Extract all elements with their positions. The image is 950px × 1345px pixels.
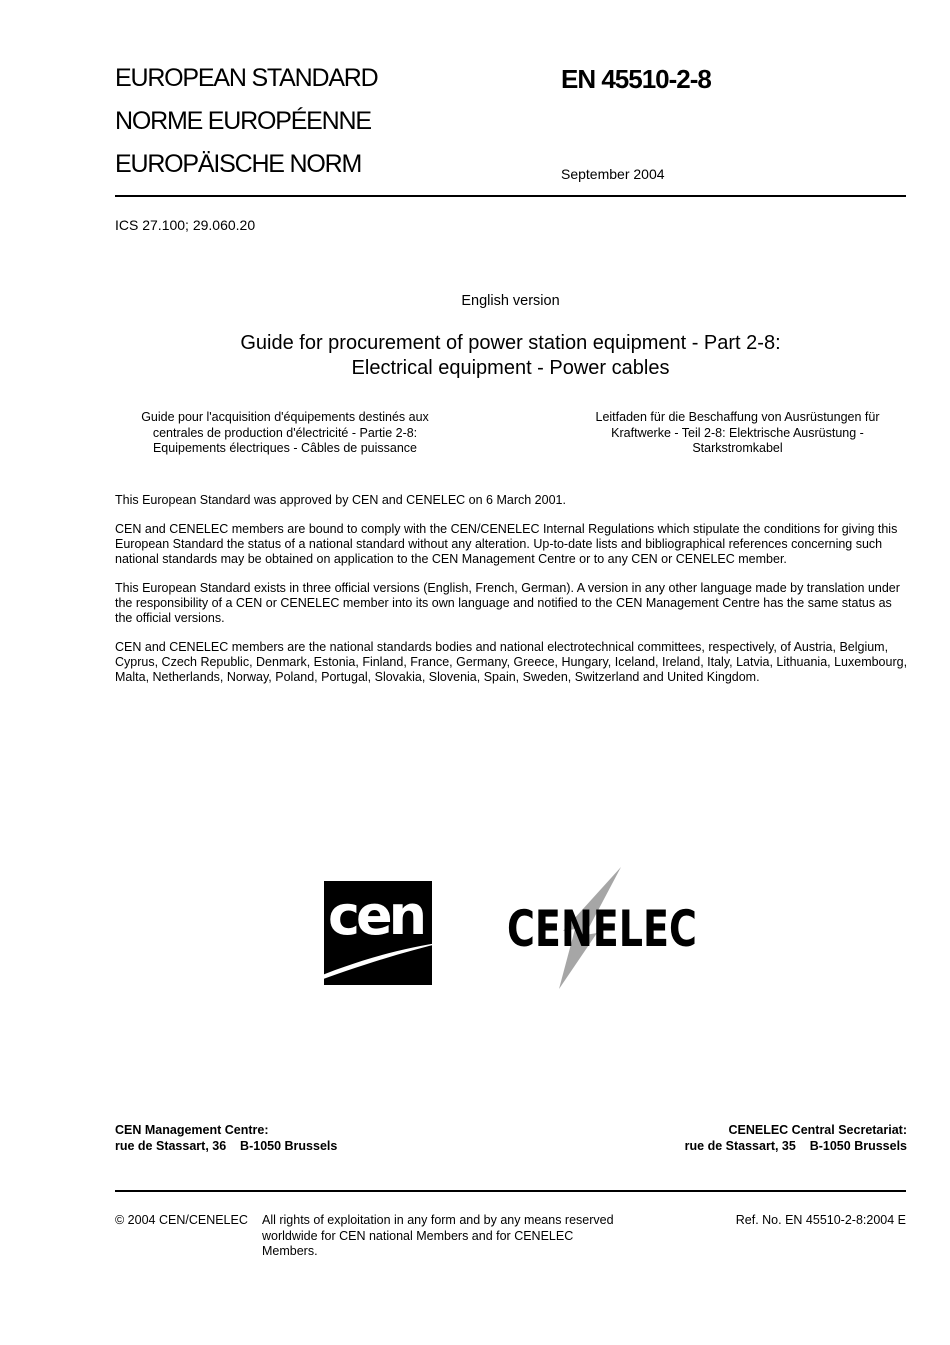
cenelec-address-block bbox=[685, 1123, 907, 1154]
cen-address-block bbox=[115, 1123, 337, 1154]
french-title-line: Guide pour l'acquisition d'équipements destinés aux bbox=[141, 410, 429, 424]
standard-name-en: EUROPEAN STANDARD bbox=[115, 64, 378, 92]
german-title-line: Starkstromkabel bbox=[692, 441, 783, 455]
french-title-line: centrales de production d'électricité - Partie 2-8: bbox=[152, 425, 418, 440]
header-divider bbox=[115, 195, 906, 197]
standard-name-fr: NORME EUROPÉENNE bbox=[115, 107, 371, 135]
rights-statement bbox=[262, 1213, 642, 1260]
cenelec-secretariat-title: CENELEC Central Secretariat: bbox=[728, 1123, 907, 1137]
title-line: Electrical equipment - Power cables bbox=[351, 357, 670, 379]
approval-paragraph: This European Standard was approved by CEN and CENELEC on 6 March 2001. bbox=[115, 493, 566, 507]
reference-number: Ref. No. EN 45510-2-8:2004 E bbox=[735, 1213, 906, 1227]
cenelec-secretariat-address: rue de Stassart, 35 B-1050 Brussels bbox=[684, 1138, 907, 1153]
rights-line: worldwide for CEN national Members and for CENELEC bbox=[262, 1228, 574, 1243]
rights-line: Members. bbox=[262, 1244, 318, 1258]
version-label: English version bbox=[461, 293, 560, 309]
compliance-paragraph: CEN and CENELEC members are bound to comply with the CEN/CENELEC Internal Regulations which stipulate the conditions for giving this European Standard the status of a national standard without any alteration. Up-to-date lists and bibliographical references concerning such national standards may be obtained on application to the CEN Management Centre or to any CEN or CENELEC member. bbox=[115, 522, 898, 566]
cenelec-logo-text: CENELEC bbox=[507, 900, 697, 958]
standard-name-de: EUROPÄISCHE NORM bbox=[115, 150, 362, 178]
german-title-line: Kraftwerke - Teil 2-8: Elektrische Ausrüstung - bbox=[611, 425, 864, 440]
german-title-line: Leitfaden für die Beschaffung von Ausrüstungen für bbox=[595, 410, 880, 424]
cenelec-logo bbox=[505, 865, 700, 990]
copyright: © 2004 CEN/CENELEC bbox=[115, 1213, 248, 1227]
versions-paragraph: This European Standard exists in three official versions (English, French, German). A version in any other language made by translation under the responsibility of a CEN or CENELEC member into its own language and notified to the CEN Management Centre has the same status as the official versions. bbox=[115, 581, 900, 625]
rights-line: All rights of exploitation in any form and by any means reserved bbox=[262, 1213, 614, 1227]
document-title bbox=[115, 331, 906, 381]
french-title bbox=[115, 410, 455, 457]
german-title bbox=[570, 410, 905, 457]
publication-date: September 2004 bbox=[561, 166, 665, 182]
cen-centre-address: rue de Stassart, 36 B-1050 Brussels bbox=[115, 1138, 338, 1153]
footer-divider bbox=[115, 1190, 906, 1192]
french-title-line: Equipements électriques - Câbles de puissance bbox=[152, 441, 418, 455]
ics-code: ICS 27.100; 29.060.20 bbox=[115, 217, 256, 233]
cen-logo bbox=[308, 878, 448, 988]
cen-centre-title: CEN Management Centre: bbox=[115, 1123, 269, 1137]
members-paragraph: CEN and CENELEC members are the national standards bodies and national electrotechnical committees, respectively, of Austria, Belgium, Cyprus, Czech Republic, Denmark, Estonia, Finland, France, Germany, Greece, Hungary, Iceland, Ireland, Italy, Latvia, Lithuania, Luxembourg, Malta, Netherlands, Norway, Poland, Portugal, Slovakia, Slovenia, Spain, Sweden, Switzerland and United Kingdom. bbox=[115, 640, 908, 684]
standard-number: EN 45510-2-8 bbox=[561, 64, 711, 94]
title-line: Guide for procurement of power station equipment - Part 2-8: bbox=[240, 332, 781, 354]
cen-logo-text: cen bbox=[328, 884, 424, 947]
